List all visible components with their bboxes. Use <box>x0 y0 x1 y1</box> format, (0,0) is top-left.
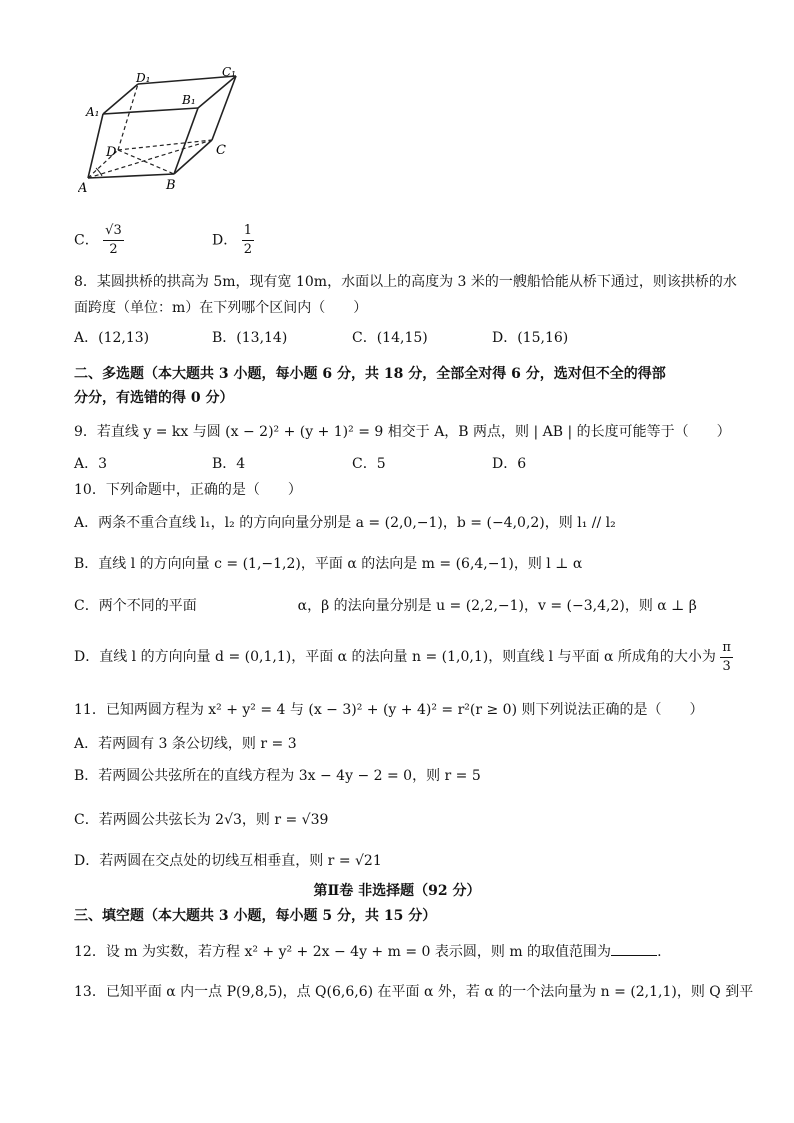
label-a: A <box>78 181 88 196</box>
option-label: D． <box>212 232 238 249</box>
label-c1: C₁ <box>222 65 236 79</box>
q9-option-a[interactable]: A．3 <box>74 456 108 472</box>
q11-option-c[interactable]: C．若两圆公共弦长为 2√3，则 r = √39 <box>74 812 329 828</box>
fraction <box>720 639 733 676</box>
option-c-part1: C．两个不同的平面 <box>74 598 197 614</box>
q12-stem <box>74 942 662 962</box>
q10-option-b[interactable]: B．直线 l 的方向向量 c = (1,−1,2)，平面 α 的法向是 m = (6,4,−1)，则 l ⊥ α <box>74 556 583 572</box>
q8-stem-line2: 面跨度（单位：m）在下列哪个区间内（ ） <box>74 300 368 316</box>
section2-heading-line1: 二、多选题（本大题共 3 小题，每小题 6 分，共 18 分，全部全对得 6 分，选对但不全的得部 <box>74 366 666 382</box>
denominator: 2 <box>243 242 252 257</box>
label-b1: B₁ <box>182 93 196 107</box>
option-c-part2: α，β 的法向量分别是 u = (2,2,−1)，v = (−3,4,2)，则 α ⊥ β <box>297 598 697 614</box>
q10-option-d[interactable] <box>74 638 733 676</box>
q13-stem: 13．已知平面 α 内一点 P(9,8,5)，点 Q(6,6,6) 在平面 α 外，若 α 的一个法向量为 n = (2,1,1)，则 Q 到平 <box>74 984 754 1000</box>
section2-heading-line2: 分分，有选错的得 0 分） <box>74 390 234 406</box>
q11-option-b[interactable]: B．若两圆公共弦所在的直线方程为 3x − 4y − 2 = 0，则 r = 5 <box>74 768 481 784</box>
q8-option-d[interactable]: D．(15,16) <box>492 330 569 346</box>
q7-option-d[interactable] <box>212 222 254 259</box>
q8-option-b[interactable]: B．(13,14) <box>212 330 288 346</box>
q7-option-c[interactable] <box>74 222 124 259</box>
q12-text: 12．设 m 为实数，若方程 x² + y² + 2x − 4y + m = 0 表示圆，则 m 的取值范围为 <box>74 944 612 960</box>
q9-stem: 9．若直线 y = kx 与圆 (x − 2)² + (y + 1)² = 9 相交于 A，B 两点，则 | AB | 的长度可能等于（ ） <box>74 424 731 440</box>
q11-stem: 11．已知两圆方程为 x² + y² = 4 与 (x − 3)² + (y + 4)² = r²(r ≥ 0) 则下列说法正确的是（ ） <box>74 702 704 718</box>
option-label: C． <box>74 232 99 249</box>
q11-option-d[interactable]: D．若两圆在交点处的切线互相垂直，则 r = √21 <box>74 853 382 869</box>
q10-stem: 10．下列命题中，正确的是（ ） <box>74 482 302 498</box>
label-d: D <box>106 145 117 160</box>
denominator: 3 <box>722 658 731 674</box>
numerator: √3 <box>103 222 124 241</box>
label-c: C <box>216 143 226 158</box>
numerator: 1 <box>242 222 254 241</box>
q8-option-c[interactable]: C．(14,15) <box>352 330 428 346</box>
part2-title: 第Ⅱ卷 非选择题（92 分） <box>313 883 481 899</box>
q9-option-d[interactable]: D．6 <box>492 456 527 472</box>
section3-heading: 三、填空题（本大题共 3 小题，每小题 5 分，共 15 分） <box>74 908 437 924</box>
label-a1: A₁ <box>86 105 100 119</box>
q8-option-a[interactable]: A．(12,13) <box>74 330 150 346</box>
label-b: B <box>166 178 176 193</box>
denominator: 2 <box>109 242 118 257</box>
answer-blank[interactable] <box>611 943 657 956</box>
q12-end: . <box>657 944 662 960</box>
fraction <box>103 222 124 259</box>
q9-option-c[interactable]: C．5 <box>352 456 386 472</box>
q8-stem-line1: 8．某圆拱桥的拱高为 5m，现有宽 10m，水面以上的高度为 3 米的一艘船恰能从桥下通过，则该拱桥的水 <box>74 274 737 290</box>
q10-option-a[interactable]: A．两条不重合直线 l₁，l₂ 的方向向量分别是 a = (2,0,−1)，b = (−4,0,2)，则 l₁ // l₂ <box>74 515 616 531</box>
label-d1: D₁ <box>136 71 151 85</box>
numerator: π <box>720 639 733 658</box>
q10-option-c[interactable] <box>74 596 697 616</box>
q9-option-b[interactable]: B．4 <box>212 456 246 472</box>
option-d-text: D．直线 l 的方向向量 d = (0,1,1)，平面 α 的法向量 n = (1,0,1)，则直线 l 与平面 α 所成角的大小为 <box>74 649 716 665</box>
parallelepiped-figure <box>78 64 253 199</box>
fraction <box>242 222 254 259</box>
q11-option-a[interactable]: A．若两圆有 3 条公切线，则 r = 3 <box>74 736 297 752</box>
